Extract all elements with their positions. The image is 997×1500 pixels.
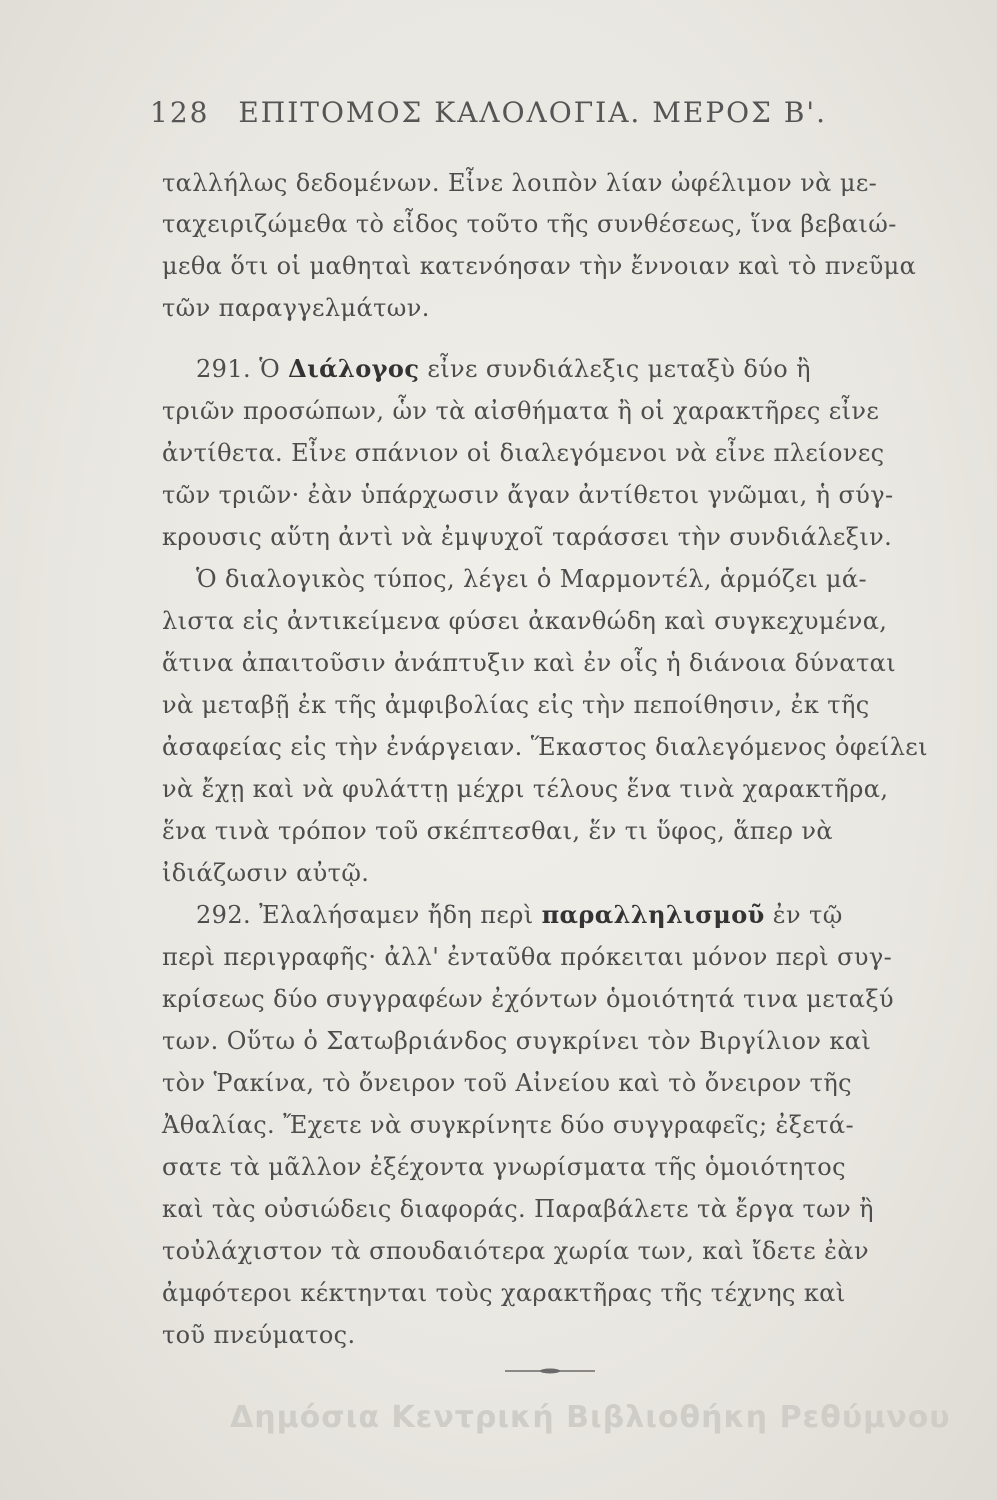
text-line: ἅτινα ἀπαιτοῦσιν ἀνάπτυξιν καὶ ἐν οἷς ἡ διάνοια δύναται: [162, 649, 897, 677]
text-line: ταχειριζώμεθα τὸ εἶδος τοῦτο τῆς συνθέσεως, ἵνα βεβαιώ-: [162, 210, 897, 238]
text-line: Ὁ διαλογικὸς τύπος, λέγει ὁ Μαρμοντέλ, ἁρμόζει μά-: [196, 565, 868, 593]
emphasized-term: Διάλογος: [288, 354, 420, 383]
text-line: ἀντίθετα. Εἶνε σπάνιον οἱ διαλεγόμενοι νὰ εἶνε πλείονες: [162, 439, 885, 467]
emphasized-term: παραλληλισμοῦ: [541, 900, 765, 929]
text-line: λιστα εἰς ἀντικείμενα φύσει ἀκανθώδη καὶ συγκεχυμένα,: [162, 607, 888, 635]
text-line: ἀμφότεροι κέκτηνται τοὺς χαρακτῆρας τῆς τέχνης καὶ: [162, 1279, 846, 1307]
text-line: νὰ ἔχῃ καὶ νὰ φυλάττῃ μέχρι τέλους ἕνα τινὰ χαρακτῆρα,: [162, 775, 889, 803]
text-line: τῶν τριῶν· ἐὰν ὑπάρχωσιν ἄγαν ἀντίθετοι γνῶμαι, ἡ σύγ-: [162, 481, 894, 509]
text-line: ἕνα τινὰ τρόπον τοῦ σκέπτεσθαι, ἕν τι ὕφος, ἅπερ νὰ: [162, 817, 833, 845]
text-line: ταλλήλως δεδομένων. Εἶνε λοιπὸν λίαν ὠφέλιμον νὰ με-: [162, 169, 878, 197]
text-line: κρίσεως δύο συγγραφέων ἐχόντων ὁμοιότητά τινα μεταξύ: [162, 985, 894, 1013]
paragraph-291-start: 291. Ὁ Διάλογος εἶνε συνδιάλεξις μεταξὺ δύο ἢ: [196, 354, 811, 383]
page-header: [150, 96, 910, 129]
text-line: νὰ μεταβῇ ἐκ τῆς ἀμφιβολίας εἰς τὴν πεποίθησιν, ἐκ τῆς: [162, 691, 870, 719]
end-ornament: [505, 1368, 595, 1374]
text-line: των. Οὕτω ὁ Σατωβριάνδος συγκρίνει τὸν Βιργίλιον καὶ: [162, 1027, 872, 1055]
text-line: ἰδιάζωσιν αὐτῷ.: [162, 859, 370, 887]
text-line: τῶν παραγγελμάτων.: [162, 294, 430, 322]
library-watermark: Δημόσια Κεντρική Βιβλιοθήκη Ρεθύμνου: [230, 1400, 951, 1435]
text-line: μεθα ὅτι οἱ μαθηταὶ κατενόησαν τὴν ἔννοιαν καὶ τὸ πνεῦμα: [162, 252, 917, 280]
text-line: περὶ περιγραφῆς· ἀλλ' ἐνταῦθα πρόκειται μόνον περὶ συγ-: [162, 943, 893, 971]
text-line: κρουσις αὕτη ἀντὶ νὰ ἐμψυχοῖ ταράσσει τὴν συνδιάλεξιν.: [162, 523, 893, 551]
text-line: ἀσαφείας εἰς τὴν ἐνάργειαν. Ἕκαστος διαλεγόμενος ὀφείλει: [162, 733, 928, 761]
text-line: τὸν Ῥακίνα, τὸ ὄνειρον τοῦ Αἰνείου καὶ τὸ ὄνειρον τῆς: [162, 1069, 852, 1097]
text-line: τοῦ πνεύματος.: [162, 1321, 356, 1349]
text-line: Ἀθαλίας. Ἔχετε νὰ συγκρίνητε δύο συγγραφεῖς; ἐξετά-: [162, 1111, 855, 1139]
text-line: καὶ τὰς οὐσιώδεις διαφοράς. Παραβάλετε τὰ ἔργα των ἢ: [162, 1195, 874, 1223]
page-number: 128: [150, 96, 210, 129]
paragraph-292-start: 292. Ἐλαλήσαμεν ἤδη περὶ παραλληλισμοῦ ἐν τῷ: [196, 900, 843, 929]
text-line: τοὐλάχιστον τὰ σπουδαιότερα χωρία των, καὶ ἴδετε ἐὰν: [162, 1237, 870, 1265]
text-line: τριῶν προσώπων, ὧν τὰ αἰσθήματα ἢ οἱ χαρακτῆρες εἶνε: [162, 397, 880, 425]
running-title: ΕΠΙΤΟΜΟΣ ΚΑΛΟΛΟΓΙΑ. ΜΕΡΟΣ Β'.: [238, 96, 828, 129]
text-line: σατε τὰ μᾶλλον ἐξέχοντα γνωρίσματα τῆς ὁμοιότητος: [162, 1153, 846, 1181]
